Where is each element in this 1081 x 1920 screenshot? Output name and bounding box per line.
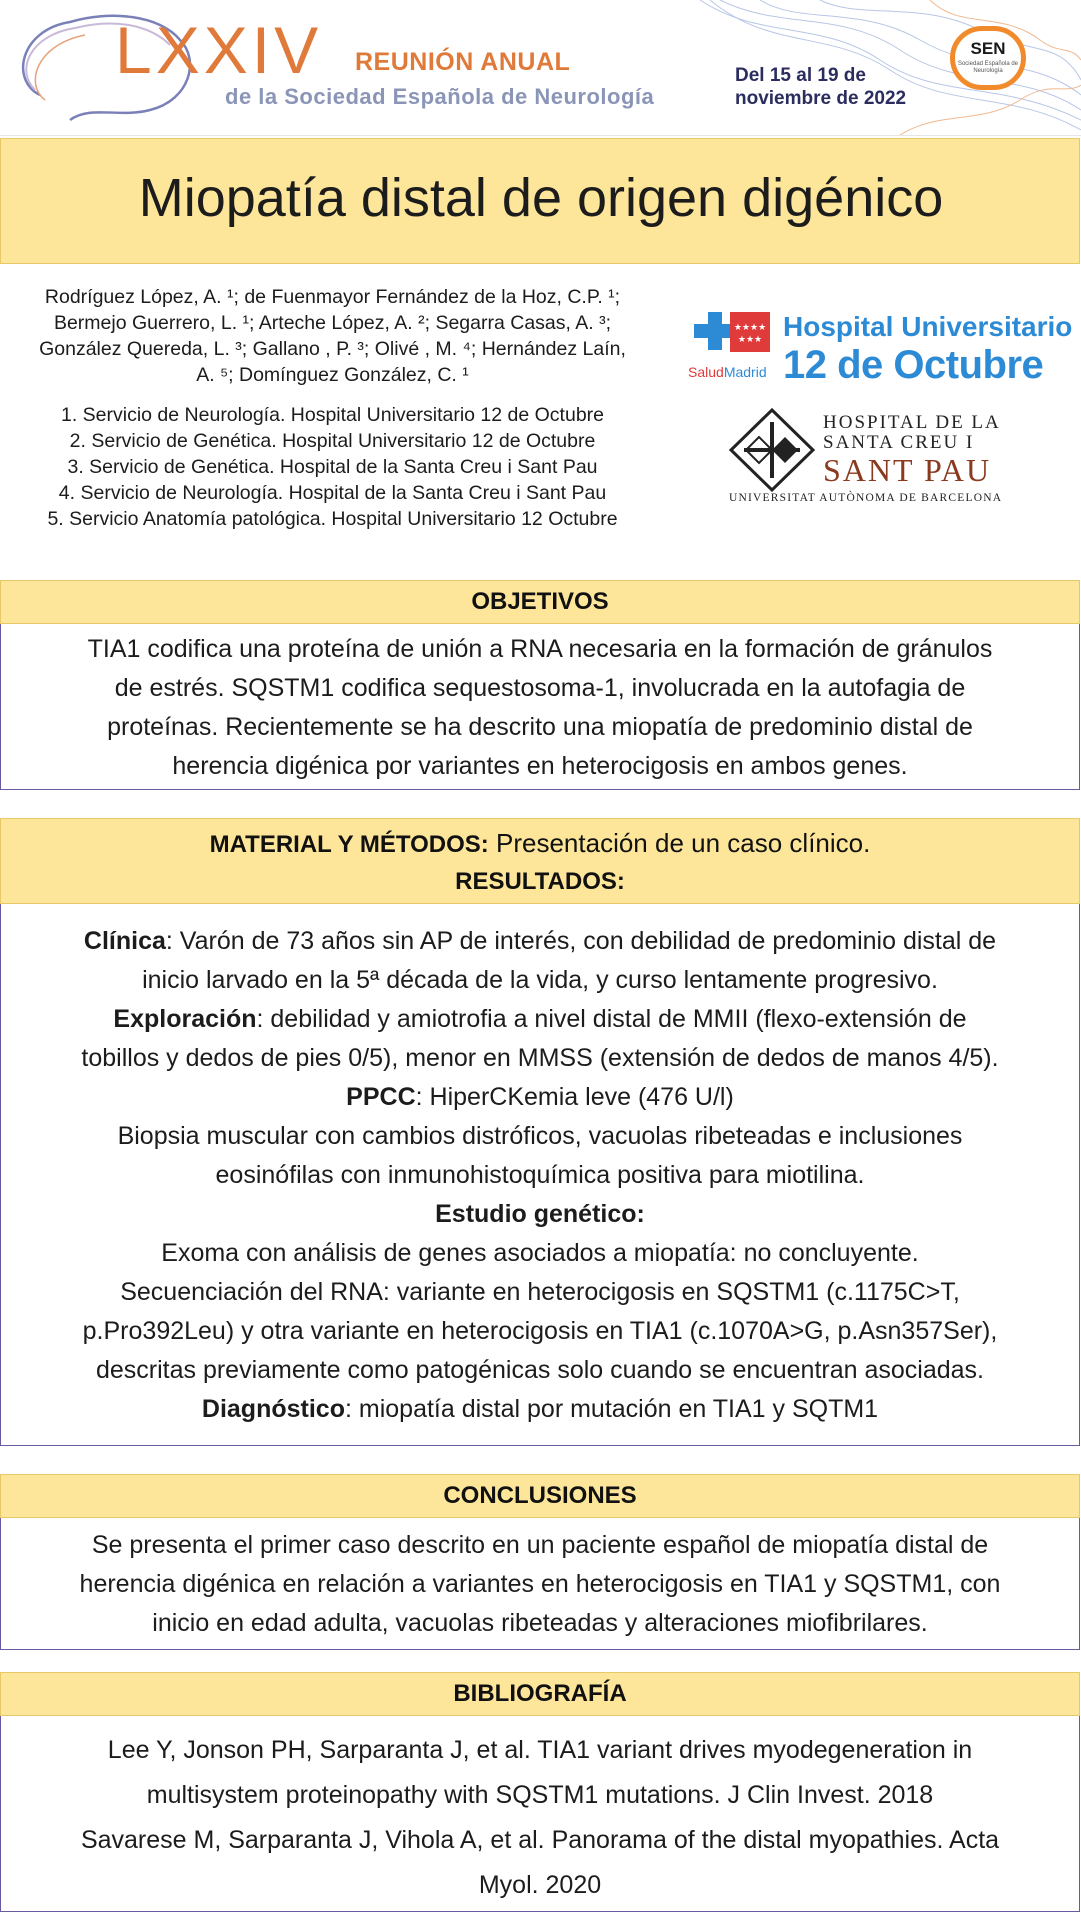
affiliation-item: 4. Servicio de Neurología. Hospital de la Santa Creu i Sant Pau: [58, 482, 607, 504]
reference-line: Lee Y, Jonson PH, Sarparanta J, et al. TIA1 variant drives myodegeneration in: [107, 1736, 973, 1764]
author-line: González Quereda, L. ³; Gallano , P. ³; Olivé , M. ⁴; Hernández Laín,: [39, 338, 626, 360]
material-description: Presentación de un caso clínico.: [488, 828, 871, 858]
reference-line: Myol. 2020: [478, 1871, 602, 1899]
genetico-line-4: descritas previamente como patogénicas solo cuando se encuentran asociadas.: [95, 1356, 985, 1384]
reference-line: Savarese M, Sarparanta J, Vihola A, et al. Panorama of the distal myopathies. Acta: [80, 1826, 1000, 1854]
resultados-title: RESULTADOS:: [455, 868, 625, 895]
exploracion-line-2: tobillos y dedos de pies 0/5), menor en MMSS (extensión de dedos de manos 4/5).: [81, 1044, 999, 1072]
bibliografia-header: [0, 1672, 1080, 1716]
genetico-label: Estudio genético:: [435, 1200, 645, 1228]
exploracion-text: : debilidad y amiotrofia a nivel distal de MMII (flexo-extensión de: [256, 1005, 967, 1033]
ppcc-line: [1, 1078, 1079, 1117]
clinica-line-1: [1, 922, 1079, 961]
exploracion-line-1: [1, 1000, 1079, 1039]
poster-title: Miopatía distal de origen digénico: [138, 168, 944, 228]
objetivos-line: proteínas. Recientemente se ha descrito una miopatía de predominio distal de: [107, 713, 973, 741]
madrid-text: Madrid: [723, 364, 767, 380]
bibliografia-body: [0, 1716, 1080, 1912]
author-line: Bermejo Guerrero, L. ¹; Arteche López, A. ²; Segarra Casas, A. ³;: [53, 312, 612, 334]
affiliation-item: 5. Servicio Anatomía patológica. Hospital Universitario 12 Octubre: [47, 508, 618, 530]
sant-pau-line-1: HOSPITAL DE LA: [823, 412, 1001, 433]
affiliation-list: [10, 402, 655, 532]
ppcc-label: PPCC: [346, 1083, 416, 1111]
genetico-line-3: p.Pro392Leu) y otra variante en heterocigosis en TIA1 (c.1070A>G, p.Asn357Ser),: [82, 1317, 998, 1345]
sant-pau-emblem-icon: [727, 408, 817, 492]
diagnostico-label: Diagnóstico: [201, 1395, 345, 1423]
congress-banner: [0, 0, 1081, 136]
sant-pau-university: UNIVERSITAT AUTÒNOMA DE BARCELONA: [729, 492, 1003, 504]
sant-pau-line-2: SANTA CREU I: [823, 432, 975, 453]
genetico-heading: [1, 1195, 1079, 1234]
objetivos-header: [0, 580, 1080, 624]
sen-logo-subtitle: Sociedad Española de Neurología: [957, 61, 1019, 74]
title-box: [0, 138, 1080, 264]
bibliografia-title: BIBLIOGRAFÍA: [453, 1680, 627, 1707]
material-header-line: [1, 825, 1079, 863]
genetico-line-1: Exoma con análisis de genes asociados a miopatía: no concluyente.: [161, 1239, 919, 1267]
author-line: A. ⁵; Domínguez González, C. ¹: [196, 364, 469, 386]
affiliation-item: 1. Servicio de Neurología. Hospital Universitario 12 de Octubre: [60, 404, 605, 426]
ppcc-text: : HiperCKemia leve (476 U/l): [415, 1083, 734, 1111]
material-resultados-header: [0, 818, 1080, 904]
biopsia-line-2: eosinófilas con inmunohistoquímica positiva para miotilina.: [215, 1161, 865, 1189]
objetivos-line: herencia digénica por variantes en heterocigosis en ambos genes.: [172, 752, 908, 780]
objetivos-title: OBJETIVOS: [471, 588, 609, 615]
conclusiones-body: [0, 1518, 1080, 1650]
genetico-line-2: Secuenciación del RNA: variante en heterocigosis en SQSTM1 (c.1175C>T,: [120, 1278, 960, 1306]
conclusiones-line: inicio en edad adulta, vacuolas ribeteadas y alteraciones miofibrilares.: [152, 1609, 928, 1637]
author-line: Rodríguez López, A. ¹; de Fuenmayor Fernández de la Hoz, C.P. ¹;: [44, 286, 621, 308]
hospital-name-line-2: 12 de Octubre: [783, 343, 1044, 387]
congress-dates: [735, 64, 906, 110]
meeting-name: REUNIÓN ANUAL: [355, 48, 571, 76]
author-list: [10, 284, 655, 388]
svg-text:★★★★: ★★★★: [733, 323, 767, 333]
reference-line: multisystem proteinopathy with SQSTM1 mutations. J Clin Invest. 2018: [146, 1781, 934, 1809]
conclusiones-title: CONCLUSIONES: [443, 1482, 637, 1509]
salud-text: Salud: [688, 364, 724, 380]
material-title: MATERIAL Y MÉTODOS:: [209, 831, 489, 858]
diagnostico-line: [1, 1390, 1079, 1429]
edition-number: LXXIV: [115, 13, 323, 87]
hospital-12-octubre-logo: [688, 308, 1073, 388]
hospital-name-line-1: Hospital Universitario: [783, 311, 1073, 342]
resultados-body: [0, 904, 1080, 1446]
sen-logo: [950, 26, 1026, 90]
sant-pau-line-3: SANT PAU: [823, 452, 992, 488]
sant-pau-logo: [725, 408, 1025, 508]
biopsia-line-1: Biopsia muscular con cambios distróficos, vacuolas ribeteadas e inclusiones: [117, 1122, 963, 1150]
conclusiones-line: Se presenta el primer caso descrito en un paciente español de miopatía distal de: [91, 1531, 989, 1559]
clinica-text: : Varón de 73 años sin AP de interés, con debilidad de predominio distal de: [165, 927, 997, 955]
objetivos-line: de estrés. SQSTM1 codifica sequestosoma-1, involucrada en la autofagia de: [114, 674, 966, 702]
dates-line-2: noviembre de 2022: [735, 88, 907, 109]
conclusiones-header: [0, 1474, 1080, 1518]
clinica-label: Clínica: [83, 927, 166, 955]
affiliation-item: 2. Servicio de Genética. Hospital Universitario 12 de Octubre: [69, 430, 596, 452]
exploracion-label: Exploración: [113, 1005, 257, 1033]
clinica-line-2: inicio larvado en la 5ª década de la vida, y curso lentamente progresivo.: [142, 966, 938, 994]
objetivos-body: [0, 624, 1080, 790]
salud-madrid-icon: [688, 310, 778, 366]
conclusiones-line: herencia digénica en relación a variantes en heterocigosis en TIA1 y SQSTM1, con: [79, 1570, 1001, 1598]
salud-madrid-text: [688, 364, 767, 380]
resultados-header-line: [1, 863, 1079, 900]
affiliation-item: 3. Servicio de Genética. Hospital de la Santa Creu i Sant Pau: [67, 456, 598, 478]
diagnostico-text: : miopatía distal por mutación en TIA1 y SQTM1: [344, 1395, 879, 1423]
dates-line-1: Del 15 al 19 de: [735, 65, 866, 86]
svg-text:★★★: ★★★: [737, 335, 763, 345]
society-name: de la Sociedad Española de Neurología: [225, 84, 655, 109]
sen-logo-text: SEN: [970, 39, 1006, 58]
objetivos-line: TIA1 codifica una proteína de unión a RNA necesaria en la formación de gránulos: [87, 635, 993, 663]
